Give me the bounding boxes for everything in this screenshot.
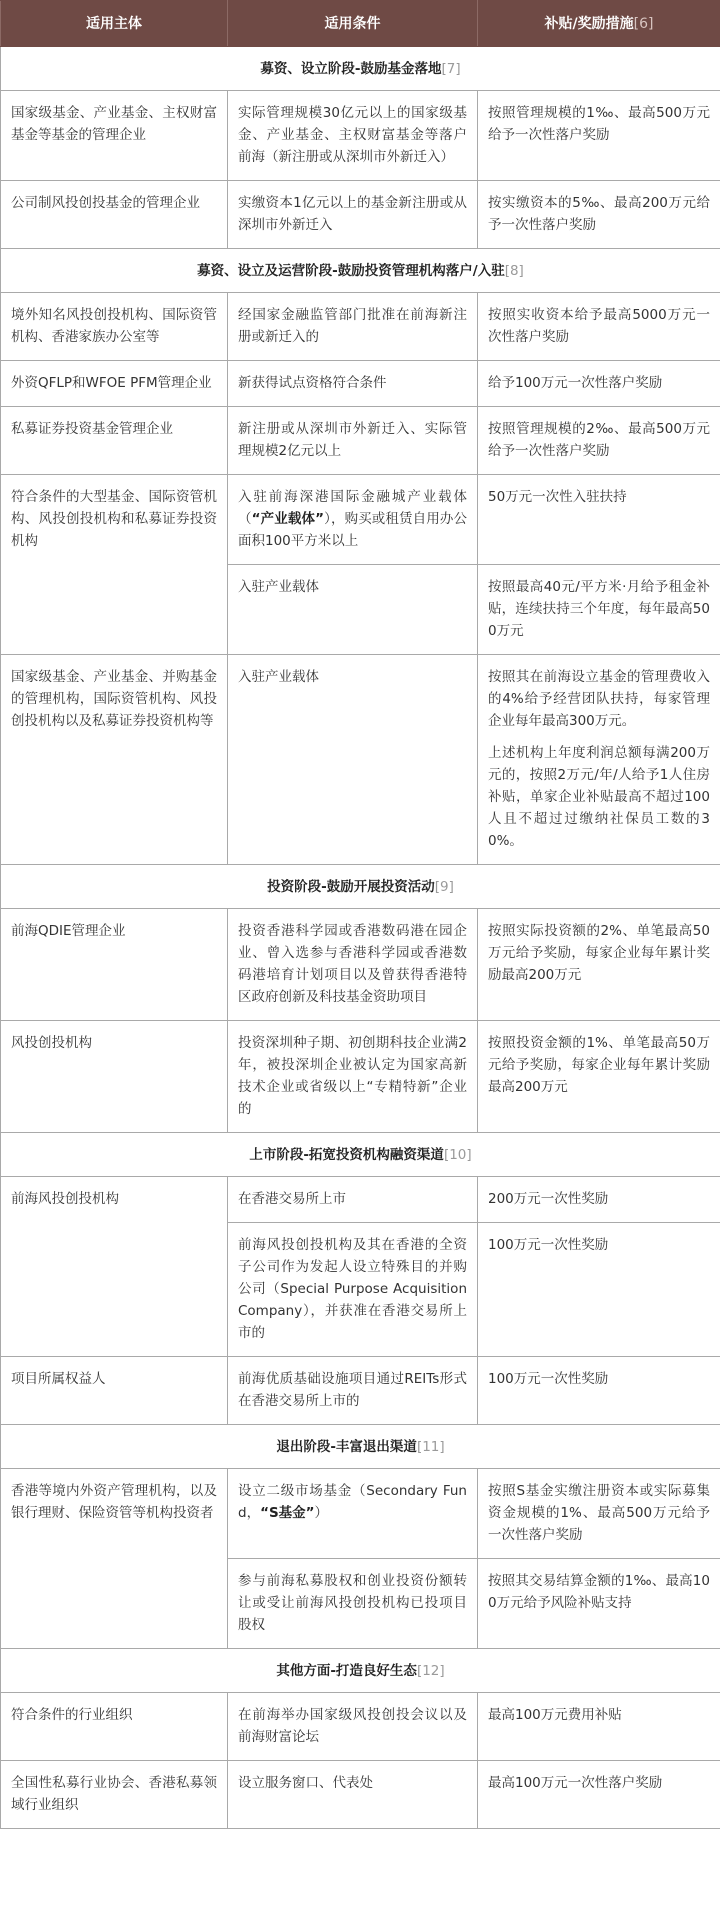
table-row xyxy=(1,1693,720,1761)
measure-cell: 100万元一次性奖励 xyxy=(478,1357,720,1425)
subject-cell: 前海QDIE管理企业 xyxy=(1,909,228,1021)
footnote-ref[interactable]: [12] xyxy=(416,1662,445,1679)
subject-cell: 私募证券投资基金管理企业 xyxy=(1,407,228,475)
measure-cell: 按照管理规模的2‰、最高500万元给予一次性落户奖励 xyxy=(478,407,720,475)
subject-cell: 符合条件的行业组织 xyxy=(1,1693,228,1761)
section-title-text: 退出阶段-丰富退出渠道 xyxy=(276,1438,417,1455)
condition-cell: 在香港交易所上市 xyxy=(228,1177,478,1223)
measure-cell: 50万元一次性入驻扶持 xyxy=(478,475,720,565)
condition-cell: 实缴资本1亿元以上的基金新注册或从深圳市外新迁入 xyxy=(228,181,478,249)
measure-cell: 给予100万元一次性落户奖励 xyxy=(478,361,720,407)
section-title xyxy=(1,47,720,91)
subject-cell: 国家级基金、产业基金、主权财富基金等基金的管理企业 xyxy=(1,91,228,181)
subject-cell: 全国性私募行业协会、香港私募领域行业组织 xyxy=(1,1761,228,1829)
table-row xyxy=(1,1761,720,1829)
condition-cell: 新获得试点资格符合条件 xyxy=(228,361,478,407)
condition-term: “S基金” xyxy=(260,1505,315,1521)
measure-cell: 按实缴资本的5‰、最高200万元给予一次性落户奖励 xyxy=(478,181,720,249)
section-title xyxy=(1,865,720,909)
table-row xyxy=(1,361,720,407)
subject-cell: 外资QFLP和WFOE PFM管理企业 xyxy=(1,361,228,407)
header-measure-label: 补贴/奖励措施 xyxy=(544,15,634,32)
measure-cell: 200万元一次性奖励 xyxy=(478,1177,720,1223)
condition-text: ），购买或租赁自用办公面积100平方米以上 xyxy=(238,511,468,549)
footnote-ref[interactable]: [8] xyxy=(504,262,524,279)
table-row xyxy=(1,181,720,249)
subject-cell: 国家级基金、产业基金、并购基金的管理机构，国际资管机构、风投创投机构以及私募证券投资机构等 xyxy=(1,655,228,865)
table-row xyxy=(1,655,720,865)
condition-cell: 入驻产业载体 xyxy=(228,565,478,655)
header-condition: 适用条件 xyxy=(228,1,478,47)
condition-cell: 前海风投创投机构及其在香港的全资子公司作为发起人设立特殊目的并购公司（Special Purpose Acquisition Company），并获准在香港交易所上市的 xyxy=(228,1223,478,1357)
measure-cell: 最高100万元一次性落户奖励 xyxy=(478,1761,720,1829)
measure-cell: 最高100万元费用补贴 xyxy=(478,1693,720,1761)
condition-cell: 新注册或从深圳市外新迁入、实际管理规模2亿元以上 xyxy=(228,407,478,475)
section-title xyxy=(1,1649,720,1693)
subject-cell: 境外知名风投创投机构、国际资管机构、香港家族办公室等 xyxy=(1,293,228,361)
header-subject: 适用主体 xyxy=(1,1,228,47)
condition-text: ） xyxy=(314,1505,329,1521)
subject-cell: 公司制风投创投基金的管理企业 xyxy=(1,181,228,249)
measure-paragraph: 上述机构上年度利润总额每满200万元的，按照2万元/年/人给予1人住房补贴，单家企业补贴最高不超过100人且不超过过缴纳社保员工数的30%。 xyxy=(488,745,710,849)
section-row xyxy=(1,1133,720,1177)
footnote-ref[interactable]: [6] xyxy=(633,15,654,32)
section-row xyxy=(1,1425,720,1469)
measure-cell: 按照实收资本给予最高5000万元一次性落户奖励 xyxy=(478,293,720,361)
condition-cell: 前海优质基础设施项目通过REITs形式在香港交易所上市的 xyxy=(228,1357,478,1425)
measure-cell: 按照最高40元/平方米·月给予租金补贴，连续扶持三个年度，每年最高500万元 xyxy=(478,565,720,655)
measure-cell: 按照S基金实缴注册资本或实际募集资金规模的1%、最高500万元给予一次性落户奖励 xyxy=(478,1469,720,1559)
table-row xyxy=(1,1177,720,1223)
table-row xyxy=(1,1021,720,1133)
section-title-text: 上市阶段-拓宽投资机构融资渠道 xyxy=(249,1146,444,1163)
header-measure xyxy=(478,1,720,47)
measure-cell: 按照实际投资额的2%、单笔最高50万元给予奖励，每家企业每年累计奖励最高200万元 xyxy=(478,909,720,1021)
condition-cell: 投资香港科学园或香港数码港在园企业、曾入选参与香港科学园或香港数码港培育计划项目以及曾获得香港特区政府创新及科技基金资助项目 xyxy=(228,909,478,1021)
table-row xyxy=(1,909,720,1021)
table-row xyxy=(1,1469,720,1559)
table-row xyxy=(1,91,720,181)
section-title-text: 其他方面-打造良好生态 xyxy=(276,1662,417,1679)
measure-cell: 按照投资金额的1%、单笔最高50万元给予奖励，每家企业每年累计奖励最高200万元 xyxy=(478,1021,720,1133)
footnote-ref[interactable]: [10] xyxy=(443,1146,472,1163)
condition-cell xyxy=(228,475,478,565)
condition-cell: 实际管理规模30亿元以上的国家级基金、产业基金、主权财富基金等落户前海（新注册或从深圳市外新迁入） xyxy=(228,91,478,181)
subject-cell: 风投创投机构 xyxy=(1,1021,228,1133)
measure-cell xyxy=(478,655,720,865)
measure-cell: 按照其交易结算金额的1‰、最高100万元给予风险补贴支持 xyxy=(478,1559,720,1649)
subject-cell: 符合条件的大型基金、国际资管机构、风投创投机构和私募证券投资机构 xyxy=(1,475,228,655)
table-row xyxy=(1,475,720,565)
section-title-text: 募资、设立阶段-鼓励基金落地 xyxy=(260,60,442,77)
condition-cell: 经国家金融监管部门批准在前海新注册或新迁入的 xyxy=(228,293,478,361)
table-row xyxy=(1,293,720,361)
section-title xyxy=(1,1425,720,1469)
section-title xyxy=(1,249,720,293)
footnote-ref[interactable]: [9] xyxy=(434,878,454,895)
section-title-text: 募资、设立及运营阶段-鼓励投资管理机构落户/入驻 xyxy=(197,262,505,279)
condition-text: 设立二级市场基金（Secondary Fund， xyxy=(238,1483,467,1521)
subject-cell: 项目所属权益人 xyxy=(1,1357,228,1425)
condition-cell: 参与前海私募股权和创业投资份额转让或受让前海风投创投机构已投项目股权 xyxy=(228,1559,478,1649)
measure-cell: 100万元一次性奖励 xyxy=(478,1223,720,1357)
section-title-text: 投资阶段-鼓励开展投资活动 xyxy=(267,878,435,895)
section-title xyxy=(1,1133,720,1177)
measure-cell: 按照管理规模的1‰、最高500万元给予一次性落户奖励 xyxy=(478,91,720,181)
section-row xyxy=(1,249,720,293)
section-row xyxy=(1,1649,720,1693)
section-row xyxy=(1,47,720,91)
footnote-ref[interactable]: [11] xyxy=(416,1438,445,1455)
subject-cell: 前海风投创投机构 xyxy=(1,1177,228,1357)
measure-paragraph: 按照其在前海设立基金的管理费收入的4%给予经营团队扶持，每家管理企业每年最高300万元。 xyxy=(488,669,710,729)
table-row xyxy=(1,407,720,475)
condition-cell: 在前海举办国家级风投创投会议以及前海财富论坛 xyxy=(228,1693,478,1761)
condition-text: 入驻前海深港国际金融城产业载体（ xyxy=(238,489,467,527)
table-header-row xyxy=(1,1,720,47)
condition-term: “产业载体” xyxy=(251,511,324,527)
table-row xyxy=(1,1357,720,1425)
condition-cell: 入驻产业载体 xyxy=(228,655,478,865)
subject-cell: 香港等境内外资产管理机构，以及银行理财、保险资管等机构投资者 xyxy=(1,1469,228,1649)
condition-cell: 设立服务窗口、代表处 xyxy=(228,1761,478,1829)
condition-cell xyxy=(228,1469,478,1559)
footnote-ref[interactable]: [7] xyxy=(441,60,461,77)
section-row xyxy=(1,865,720,909)
condition-cell: 投资深圳种子期、初创期科技企业满2年，被投深圳企业被认定为国家高新技术企业或省级以上“专精特新”企业的 xyxy=(228,1021,478,1133)
